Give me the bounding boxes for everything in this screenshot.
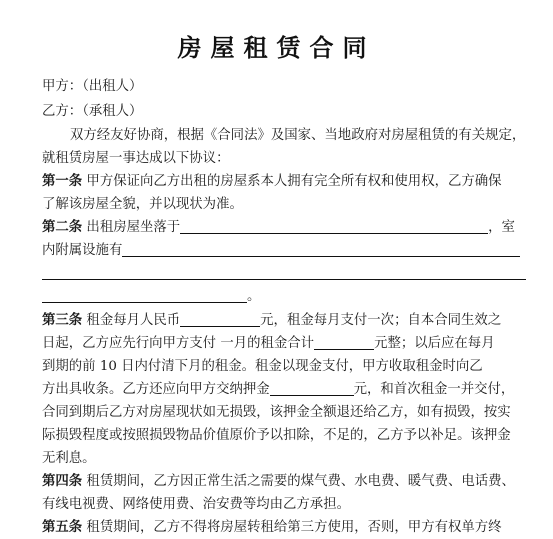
party-b-line: 乙方：（承租人） <box>42 104 143 119</box>
article-3-text-1b: 元，租金每月支付一次；自本合同生效之 <box>260 313 502 328</box>
monthly-rent-blank[interactable] <box>180 310 260 327</box>
article-3-line-7: 无利息。 <box>42 451 96 466</box>
article-1-heading: 第一条 <box>42 174 83 189</box>
article-3-line-4 <box>42 379 514 401</box>
article-3-line-5: 合同到期后乙方对房屋现状如无损毁，该押金全额退还给乙方，如有损毁，按实 <box>42 405 511 420</box>
article-3-line-3: 到期的前 10 日内付清下月的租金。租金以现金支付，甲方收取租金时向乙 <box>42 359 483 374</box>
article-2-line-2 <box>42 240 520 262</box>
article-2-heading: 第二条 <box>42 220 83 235</box>
article-2-line-1 <box>42 217 515 239</box>
first-rent-blank[interactable] <box>314 333 374 350</box>
article-1-line-2: 了解该房屋全貌，并以现状为准。 <box>42 197 243 212</box>
article-3-text-2b: 元整；以后应在每月 <box>374 336 495 351</box>
article-5-text-1: 租赁期间，乙方不得将房屋转租给第三方使用，否则，甲方有权单方终 <box>82 520 502 535</box>
article-2-text-2: 内附属设施有 <box>42 243 123 258</box>
article-4-line-1 <box>42 471 515 493</box>
article-3-text-4a: 方出具收条。乙方还应向甲方交纳押金 <box>42 382 270 397</box>
article-3-text-1a: 租金每月人民币 <box>82 313 181 328</box>
article-4-line-2: 有线电视费、网络使用费、治安费等均由乙方承担。 <box>42 497 350 512</box>
article-5-heading: 第五条 <box>42 520 83 535</box>
facilities-blank-1[interactable] <box>122 240 520 257</box>
document-title: 房屋租赁合同 <box>177 34 376 62</box>
article-2-line-1-end: ，室 <box>488 220 515 235</box>
article-2-line-4 <box>42 286 260 308</box>
article-1-line-1 <box>42 171 502 193</box>
article-3-line-2 <box>42 333 495 355</box>
article-3-text-2a: 日起，乙方应先行向甲方支付 一月的租金合计 <box>42 336 315 351</box>
article-2-line-4-end: 。 <box>247 289 261 304</box>
article-1-text-1: 甲方保证向乙方出租的房屋系本人拥有完全所有权和使用权，乙方确保 <box>82 174 502 189</box>
address-blank[interactable] <box>180 217 488 234</box>
article-3-text-4b: 元，和首次租金一并交付， <box>353 382 515 397</box>
article-4-text-1: 租赁期间，乙方因正常生活之需要的煤气费、水电费、暖气费、电话费、 <box>82 474 515 489</box>
article-3-line-1 <box>42 310 501 332</box>
article-3-line-6: 际损毁程度或按照损毁物品价值原价予以扣除，不足的，乙方予以补足。该押金 <box>42 428 511 443</box>
facilities-blank-3[interactable] <box>42 286 247 303</box>
facilities-blank-2[interactable] <box>42 279 526 280</box>
preamble-line-2: 就租赁房屋一事达成以下协议： <box>42 151 230 166</box>
article-2-text-1: 出租房屋坐落于 <box>82 220 181 235</box>
article-4-heading: 第四条 <box>42 474 83 489</box>
party-a-line: 甲方：（出租人） <box>42 79 143 94</box>
article-3-heading: 第三条 <box>42 313 83 328</box>
preamble-line-1: 双方经友好协商，根据《合同法》及国家、当地政府对房屋租赁的有关规定， <box>70 128 526 143</box>
deposit-blank[interactable] <box>270 379 354 396</box>
